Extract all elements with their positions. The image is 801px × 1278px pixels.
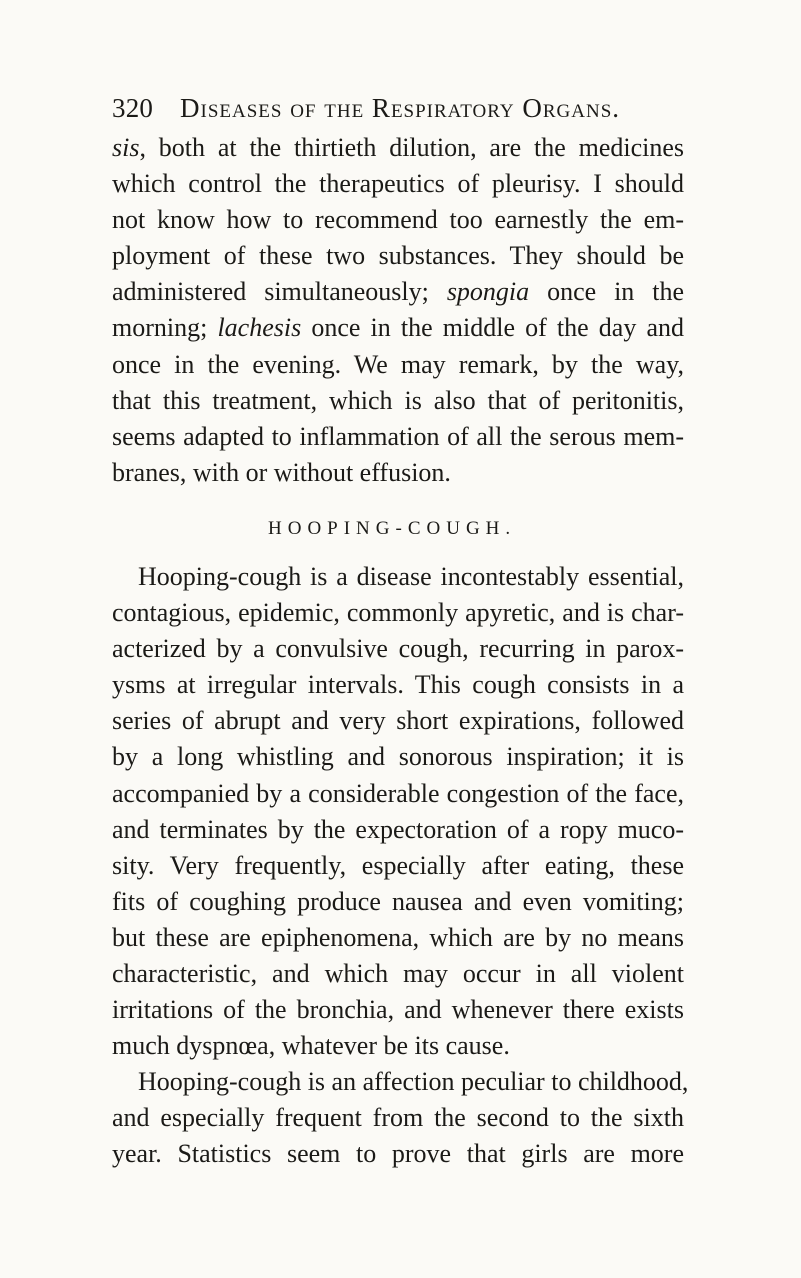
running-title: Diseases of the Respiratory Organs. (180, 93, 621, 123)
text-line: sity. Very frequently, especially after eating, these (112, 850, 684, 880)
text-line: characteristic, and which may occur in all violent (112, 958, 684, 988)
text-line: which control the therapeutics of pleurisy. I should (112, 169, 684, 199)
text-line: contagious, epidemic, commonly apyretic, and is char- (112, 598, 684, 628)
text-line: acterized by a convulsive cough, recurring in parox- (112, 634, 684, 664)
text-line: accompanied by a considerable congestion of the face, (112, 778, 684, 808)
text-line: much dyspnœa, whatever be its cause. (112, 1031, 510, 1061)
text-line: Hooping-cough is an affection peculiar to childhood, (138, 1067, 689, 1097)
text-line: sis, both at the thirtieth dilution, are the medicines (112, 133, 684, 162)
text-line: fits of coughing produce nausea and even vomiting; (112, 886, 684, 916)
italic-term: lachesis (217, 313, 302, 343)
text-line: not know how to recommend too earnestly the em- (112, 205, 684, 235)
text-line: ployment of these two substances. They should be (112, 241, 684, 271)
text-line: ysms at irregular intervals. This cough consists in a (112, 670, 684, 700)
text-line: irritations of the bronchia, and whenever there exists (112, 995, 684, 1025)
body-text (112, 130, 689, 1173)
text-line: series of abrupt and very short expirations, followed (112, 706, 684, 736)
paragraph-hooping-cough-description (112, 559, 684, 1064)
text-line: morning; lachesis once in the middle of the day and (112, 313, 684, 343)
italic-term: sis (112, 133, 140, 162)
paragraph-pleurisy-treatment (112, 130, 684, 491)
text-line: but these are epiphenomena, which are by no means (112, 922, 684, 952)
text-line: branes, with or without effusion. (112, 457, 451, 487)
text-line: that this treatment, which is also that of peritonitis, (112, 385, 684, 415)
text-line: and terminates by the expectoration of a ropy muco- (112, 814, 684, 844)
text-line: once in the evening. We may remark, by the way, (112, 349, 684, 379)
paragraph-hooping-cough-age (112, 1064, 689, 1172)
text-line: seems adapted to inflammation of all the serous mem- (112, 421, 684, 451)
text-line: year. Statistics seem to prove that girls are more (112, 1139, 684, 1169)
section-heading: HOOPING-COUGH. (268, 517, 517, 539)
page-number: 320 (112, 93, 154, 123)
italic-term: spongia (446, 277, 530, 307)
text-line: and especially frequent from the second to the sixth (112, 1103, 684, 1133)
page-header (112, 88, 672, 128)
text-line: Hooping-cough is a disease incontestably essential, (138, 561, 684, 591)
text-line: administered simultaneously; spongia once in the (112, 277, 684, 307)
text-line: by a long whistling and sonorous inspiration; it is (112, 742, 684, 772)
